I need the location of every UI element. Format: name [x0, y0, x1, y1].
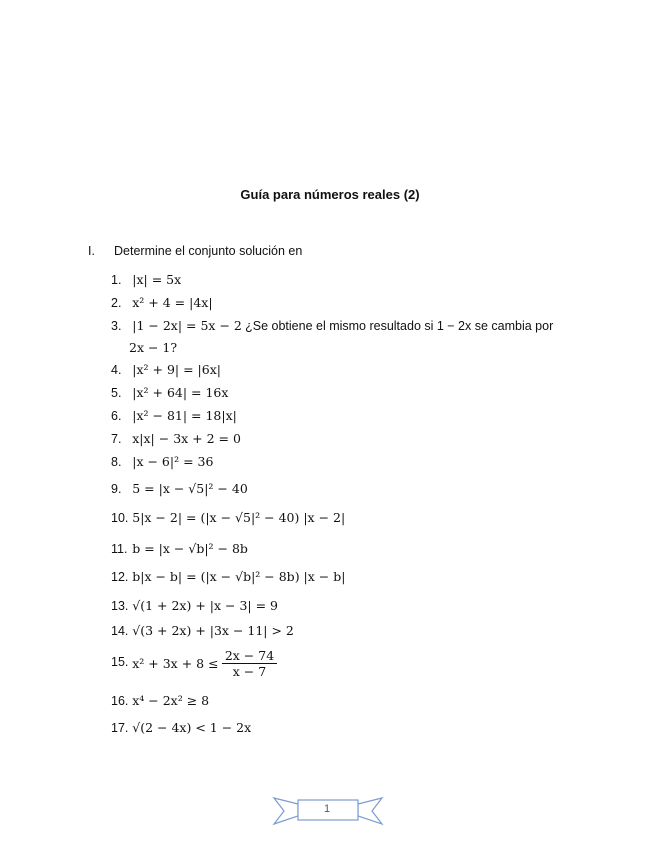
section-number: I. [88, 244, 95, 258]
exercise-item: 6. |x² − 81| = 18|x| [111, 408, 237, 423]
fraction-denominator: x − 7 [232, 664, 267, 679]
exercise-item: 5. |x² + 64| = 16x [111, 385, 229, 400]
exercise-item: 11. b = |x − √b|² − 8b [111, 541, 248, 556]
section-heading [88, 244, 302, 258]
exercise-item: 15. x² + 3x + 8 ≤ $\frac{2x - 74}{x - 7}$ [111, 648, 277, 679]
page-number: 1 [323, 803, 331, 815]
exercise-continuation: 2x − 1? [129, 340, 178, 355]
section-text: Determine el conjunto solución en [114, 244, 303, 258]
exercise-item: 9. 5 = |x − √5|² − 40 [111, 481, 248, 496]
exercise-item: 7. x|x| − 3x + 2 = 0 [111, 431, 241, 446]
exercise-item: 2. x² + 4 = |4x| [111, 295, 213, 310]
exercise-item: 4. |x² + 9| = |6x| [111, 362, 221, 377]
exercise-item: 17. √(2 − 4x) < 1 − 2x [111, 720, 252, 735]
exercise-item: 13. √(1 + 2x) + |x − 3| = 9 [111, 598, 278, 613]
exercise-item: 12. b|x − b| = (|x − √b|² − 8b) |x − b| [111, 569, 346, 584]
fraction-numerator: 2x − 74 [222, 648, 277, 664]
exercise-item: 16. x⁴ − 2x² ≥ 8 [111, 693, 210, 708]
exercise-item: 1. |x| = 5x [111, 272, 182, 287]
page-title: Guía para números reales (2) [240, 187, 420, 202]
exercise-item: 10. 5|x − 2| = (|x − √5|² − 40) |x − 2| [111, 510, 346, 525]
fraction [222, 648, 277, 679]
exercise-note: ¿Se obtiene el mismo resultado si 1 − 2x se cambia por [245, 319, 554, 333]
exercise-item: 3. |1 − 2x| = 5x − 2 ¿Se obtiene el mismo resultado si 1 − 2x se cambia por [111, 318, 554, 333]
exercise-item: 8. |x − 6|² = 36 [111, 454, 214, 469]
page-number-footer [272, 794, 384, 828]
exercise-item: 14. √(3 + 2x) + |3x − 11| > 2 [111, 623, 294, 638]
